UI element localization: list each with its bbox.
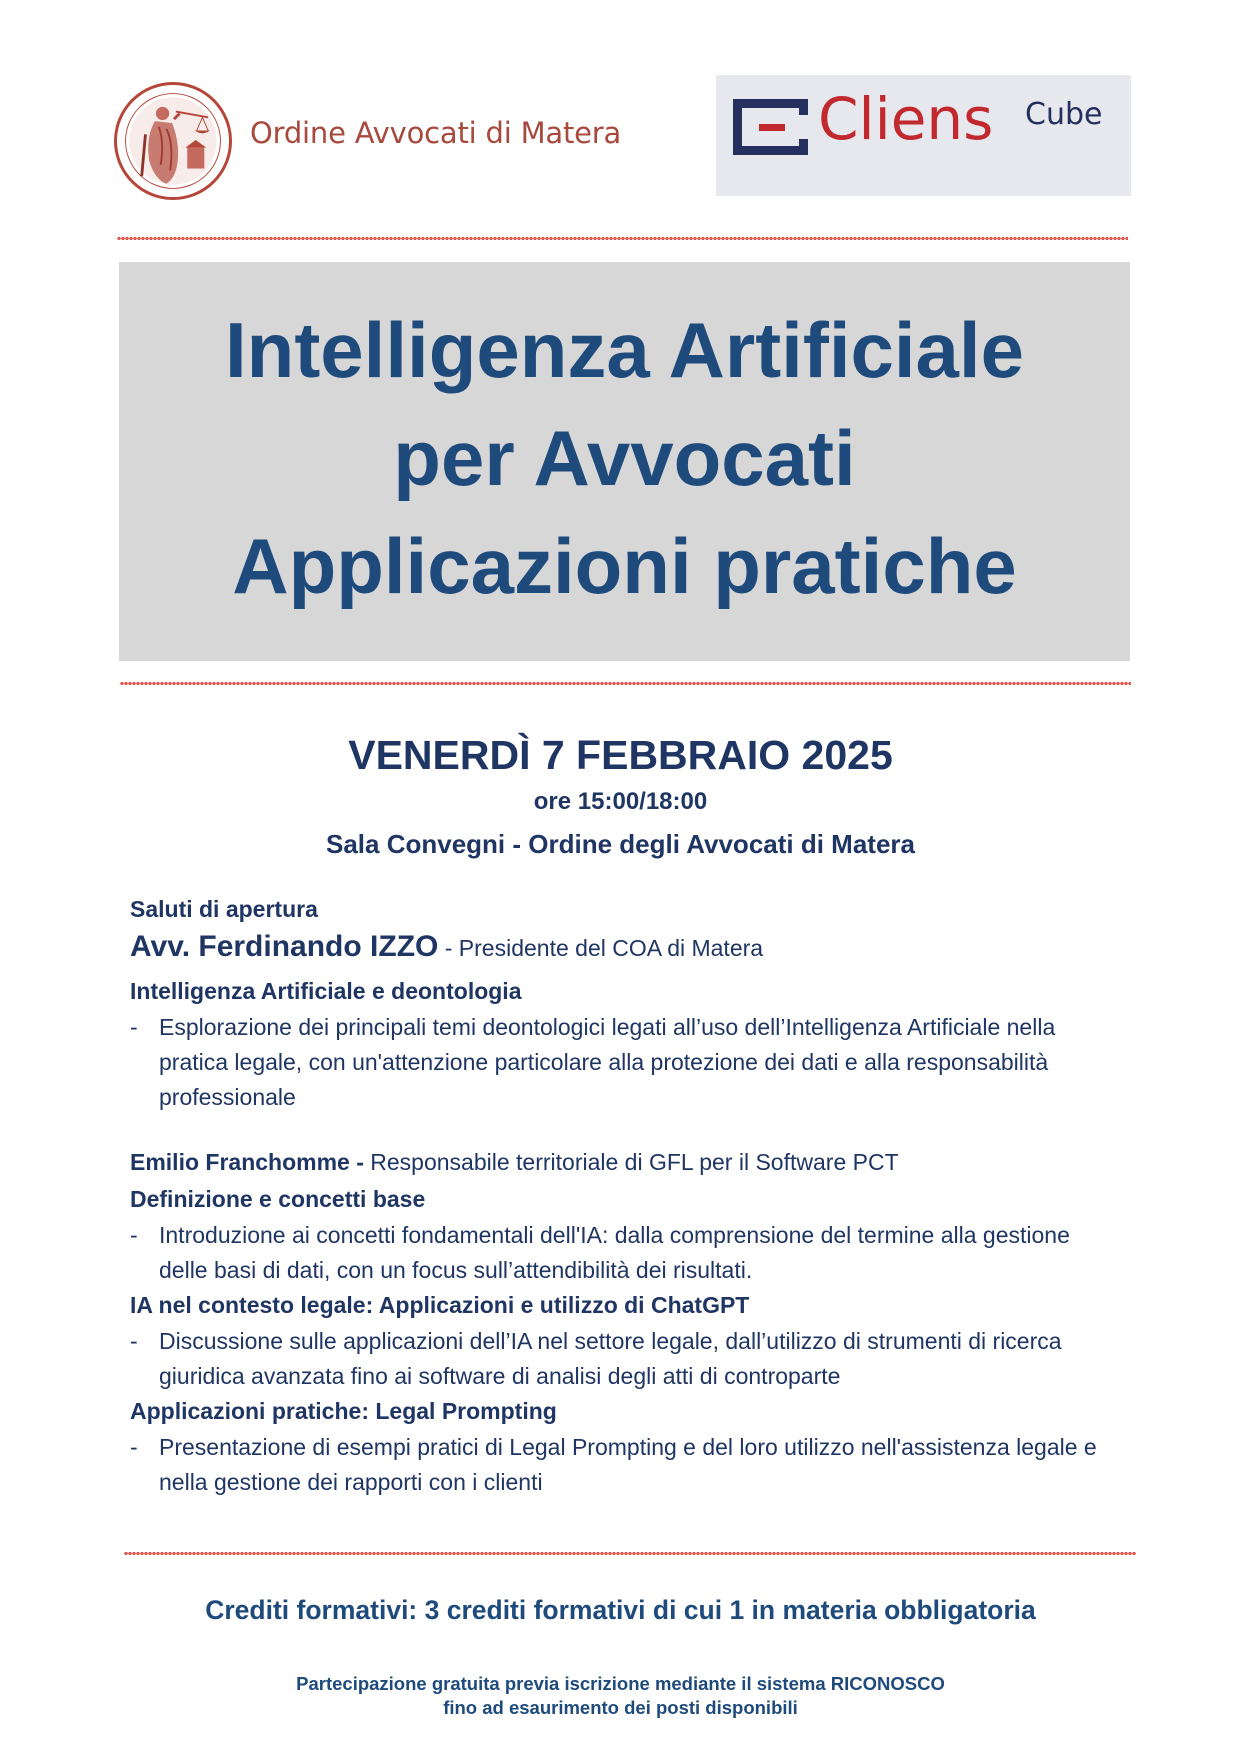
speaker-1-name: Avv. Ferdinando IZZO [130, 930, 439, 963]
partner-brand: Cliens [818, 85, 994, 153]
participation-line-2: fino ad esaurimento dei posti disponibili [443, 1697, 798, 1718]
event-time: ore 15:00/18:00 [533, 788, 708, 815]
speaker-1 [130, 930, 763, 964]
speaker-2 [130, 1149, 899, 1176]
speaker-2-role: Responsabile territoriale di GFL per il Software PCT [363, 1149, 899, 1175]
topic-2-heading: Definizione e concetti base [130, 1186, 426, 1212]
cliens-cube-icon [733, 99, 808, 155]
divider-bottom [124, 1551, 1136, 1556]
title-line-1: Intelligenza Artificiale [225, 306, 1024, 394]
topic-2-bullet [130, 1218, 1120, 1288]
participation-line-1: Partecipazione gratuita previa iscrizione mediante il sistema RICONOSCO [296, 1673, 945, 1694]
org-name: Ordine Avvocati di Matera [250, 116, 622, 150]
topic-3-text: Discussione sulle applicazioni dell’IA nel settore legale, dall’utilizzo di strumenti di ricerca giuridica avanzata fino ai software di analisi degli atti di controparte [159, 1328, 1062, 1389]
title-line-3: Applicazioni pratiche [232, 522, 1017, 610]
coa-seal-logo [114, 82, 232, 200]
divider-mid [120, 681, 1131, 686]
speaker-1-role: - Presidente del COA di Matera [438, 935, 764, 961]
topic-4-bullet [130, 1430, 1120, 1500]
lady-justice-icon [117, 85, 229, 197]
topic-4-heading: Applicazioni pratiche: Legal Prompting [130, 1398, 557, 1424]
topic-3-bullet [130, 1324, 1120, 1394]
credits-text: Crediti formativi: 3 crediti formativi di cui 1 in materia obbligatoria [205, 1595, 1036, 1625]
topic-1-bullet [130, 1010, 1120, 1115]
bullet-dash: - [130, 1014, 138, 1040]
topic-1-text: Esplorazione dei principali temi deontologici legati all’uso dell’Intelligenza Artificiale nella pratica legale, con un'attenzione particolare alla protezione dei dati e alla responsabilità professionale [159, 1014, 1056, 1110]
opening-heading: Saluti di apertura [130, 896, 318, 922]
bullet-dash: - [130, 1222, 138, 1248]
topic-2-text: Introduzione ai concetti fondamentali dell'IA: dalla comprensione del termine alla gestione delle basi di dati, con un focus sull’attendibilità dei risultati. [159, 1222, 1070, 1283]
event-date: VENERDÌ 7 FEBBRAIO 2025 [348, 732, 893, 778]
event-venue: Sala Convegni - Ordine degli Avvocati di Matera [326, 829, 915, 859]
divider-top [117, 236, 1128, 241]
bullet-dash: - [130, 1434, 138, 1460]
partner-brand-sup: Cube [1025, 97, 1103, 132]
topic-4-text: Presentazione di esempi pratici di Legal Prompting e del loro utilizzo nell'assistenza legale e nella gestione dei rapporti con i clienti [159, 1434, 1097, 1495]
topic-3-heading: IA nel contesto legale: Applicazioni e utilizzo di ChatGPT [130, 1292, 750, 1318]
title-line-2: per Avvocati [393, 414, 856, 502]
topic-1-heading: Intelligenza Artificiale e deontologia [130, 978, 522, 1004]
speaker-2-name: Emilio Franchomme - [130, 1149, 364, 1175]
bullet-dash: - [130, 1328, 138, 1354]
